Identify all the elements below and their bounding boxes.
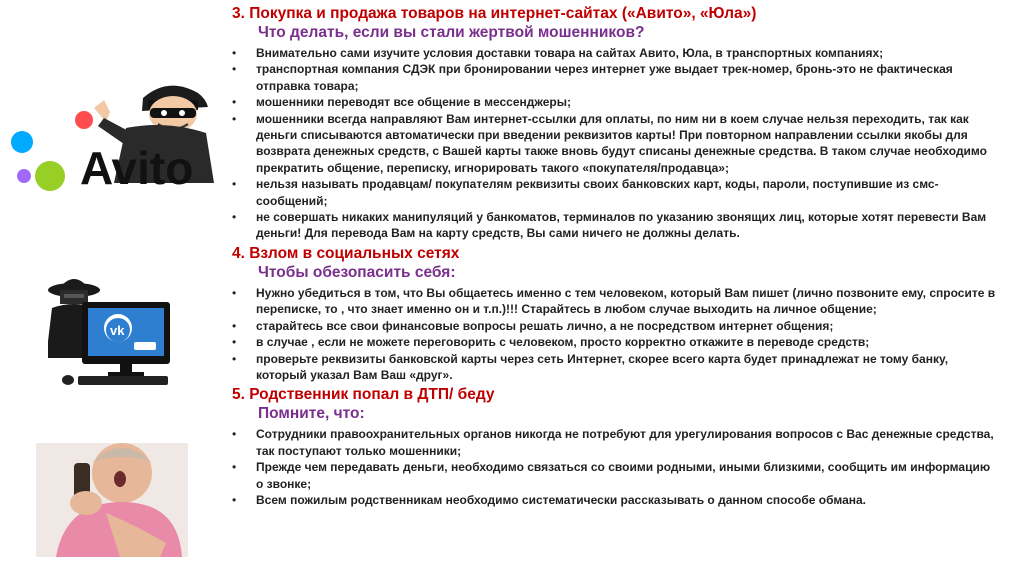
elderly-woman-phone-photo	[36, 443, 188, 557]
bullet-list	[230, 426, 1000, 508]
avito-dot-green	[35, 161, 65, 191]
section-heading: 4. Взлом в социальных сетях	[232, 244, 460, 262]
bullet-list	[230, 285, 1000, 383]
list-item: • Нужно убедиться в том, что Вы общаетесь именно с тем человеком, который Вам пишет (лично позвоните ему, спросите в переписке, то , что знает именно он и т.п.)!!! Старайтесь в любом случае выходить на личное общение;	[230, 285, 1000, 318]
section-heading: 3. Покупка и продажа товаров на интернет-сайтах («Авито», «Юла»)	[232, 5, 757, 22]
hacker-computer-illustration	[48, 272, 178, 387]
vk-logo-text: vk	[110, 323, 125, 338]
list-item: • мошенники переводят все общение в мессенджеры;	[230, 94, 1000, 110]
section-marketplace	[230, 4, 1000, 242]
list-item: • старайтесь все свои финансовые вопросы решать лично, а не посредством интернет общения;	[230, 318, 1000, 334]
list-item: • Сотрудники правоохранительных органов никогда не потребуют для урегулирования вопросов с Вас денежные средства, так поступают только мошенники;	[230, 426, 1000, 459]
section-heading: 5. Родственник попал в ДТП/ беду	[232, 386, 495, 404]
bullet-list	[230, 45, 1000, 242]
section-relative-accident	[230, 385, 1000, 508]
section-subheading: Помните, что:	[258, 405, 365, 423]
list-item: • проверьте реквизиты банковской карты через сеть Интернет, скорее всего карта будет принадлежат не тому банку, который указал Вам Ваш «друг».	[230, 351, 1000, 384]
list-item: • Прежде чем передавать деньги, необходимо связаться со своими родными, иными близкими, сообщить им информацию о звонке;	[230, 459, 1000, 492]
list-item: • Всем пожилым родственникам необходимо систематически рассказывать о данном способе обмана.	[230, 492, 1000, 508]
avito-dot-purple	[17, 169, 31, 183]
avito-thief-illustration	[8, 68, 218, 198]
section-subheading: Чтобы обезопасить себя:	[258, 263, 456, 281]
avito-logo-text: Avito	[80, 142, 194, 194]
avito-dot-red	[75, 111, 93, 129]
list-item: • нельзя называть продавцам/ покупателям реквизиты своих банковских карт, коды, пароли, поступившие из смс-сообщений;	[230, 176, 1000, 209]
list-item: • мошенники всегда направляют Вам интернет-ссылки для оплаты, по ним ни в коем случае нельзя переходить, так как деньги списываются автоматически при введении реквизитов карты! При повторном направлении ссылки якобы для возврата денежных средств, с Вашей карты также вновь будут списаны денежные средства. В таком случае необходимо прекратить общение, переписку, игнорировать такого «покупателя/продавца»;	[230, 111, 1000, 177]
list-item: • не совершать никаких манипуляций у банкоматов, терминалов по указанию звонящих лиц, которые хотят перевести Вам деньги! Для перевода Вам на карту средств, Вы сами ничего не должны делать.	[230, 209, 1000, 242]
avito-dot-blue	[11, 131, 33, 153]
section-social-hack	[230, 244, 1000, 383]
keyboard-icon	[62, 375, 168, 385]
list-item: • Внимательно сами изучите условия доставки товара на сайтах Авито, Юла, в транспортных компаниях;	[230, 45, 1000, 61]
main-content	[230, 4, 1000, 508]
list-item: • транспортная компания СДЭК при бронировании через интернет уже выдает трек-номер, бронь-это не фактическая отправка товара;	[230, 61, 1000, 94]
section-subheading: Что делать, если вы стали жертвой мошенников?	[258, 24, 645, 41]
list-item: • в случае , если не можете переговорить с человеком, просто корректно откажите в переводе средств;	[230, 334, 1000, 350]
